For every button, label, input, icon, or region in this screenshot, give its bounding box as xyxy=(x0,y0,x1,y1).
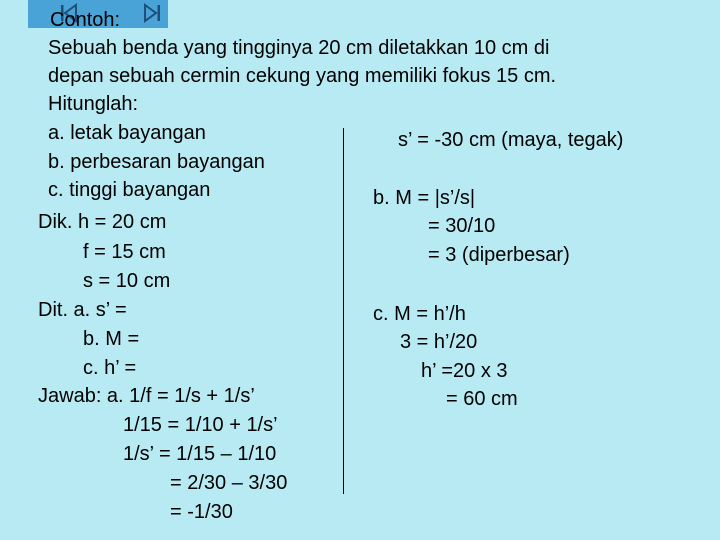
slide-title: Contoh: xyxy=(50,9,121,31)
part-c-line-1: c. M = h’/h xyxy=(373,303,466,325)
asked-b: b. M = xyxy=(83,328,140,350)
part-b-line-3: = 3 (diperbesar) xyxy=(428,244,570,266)
known-s: s = 10 cm xyxy=(83,270,171,292)
part-c-line-4: = 60 cm xyxy=(446,388,518,410)
answer-line-4: = 2/30 – 3/30 xyxy=(170,472,288,494)
known-h: Dik. h = 20 cm xyxy=(38,211,167,233)
asked-a: Dit. a. s’ = xyxy=(38,299,127,321)
column-divider xyxy=(343,128,344,494)
problem-line-6: c. tinggi bayangan xyxy=(48,179,211,201)
part-c-line-3: h’ =20 x 3 xyxy=(421,360,508,382)
answer-line-5: = -1/30 xyxy=(170,501,233,523)
known-f: f = 15 cm xyxy=(83,241,166,263)
problem-line-2: depan sebuah cermin cekung yang memiliki fokus 15 cm. xyxy=(48,65,557,87)
answer-line-1: Jawab: a. 1/f = 1/s + 1/s’ xyxy=(38,385,255,407)
nav-next-icon[interactable] xyxy=(141,2,163,24)
problem-line-1: Sebuah benda yang tingginya 20 cm diletakkan 10 cm di xyxy=(48,37,550,59)
problem-line-4: a. letak bayangan xyxy=(48,122,206,144)
part-c-line-2: 3 = h’/20 xyxy=(400,331,478,353)
part-b-line-2: = 30/10 xyxy=(428,215,496,237)
problem-line-5: b. perbesaran bayangan xyxy=(48,151,265,173)
result-a: s’ = -30 cm (maya, tegak) xyxy=(398,129,624,151)
answer-line-2: 1/15 = 1/10 + 1/s’ xyxy=(123,414,278,436)
part-b-line-1: b. M = |s’/s| xyxy=(373,187,476,209)
answer-line-3: 1/s’ = 1/15 – 1/10 xyxy=(123,443,277,465)
asked-c: c. h’ = xyxy=(83,357,137,379)
problem-line-3: Hitunglah: xyxy=(48,93,139,115)
